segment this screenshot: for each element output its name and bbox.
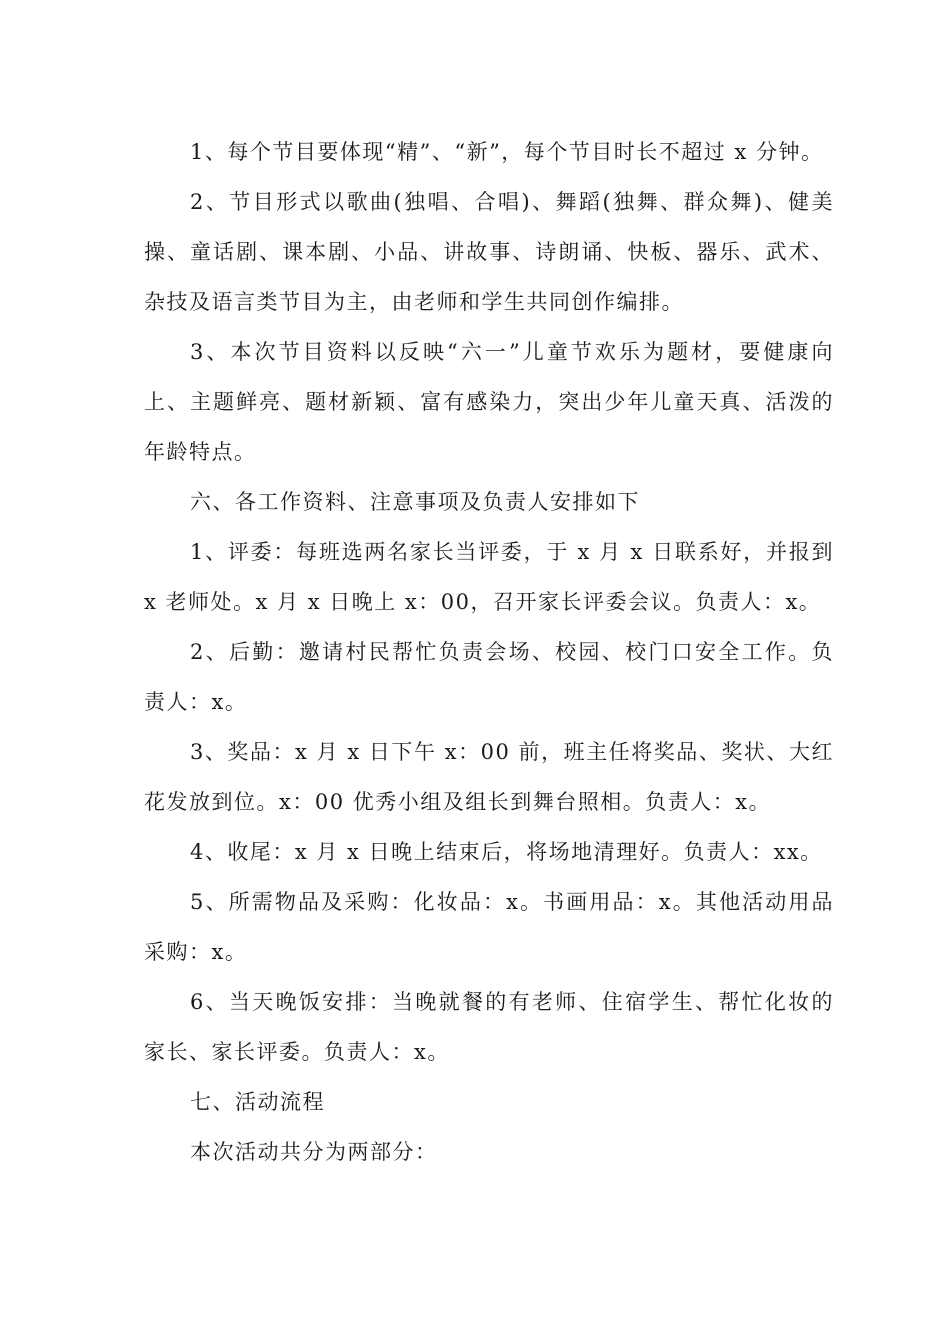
paragraph-judges: 1、评委：每班选两名家长当评委，于 x 月 x 日联系好，并报到 x 老师处。x 月 x 日晚上 x：00，召开家长评委会议。负责人：x。 bbox=[144, 540, 834, 614]
paragraph-logistics: 2、后勤：邀请村民帮忙负责会场、校园、校门口安全工作。负责人：x。 bbox=[144, 640, 834, 714]
paragraph-activity-parts: 本次活动共分为两部分： bbox=[190, 1140, 438, 1164]
section-heading-activity-process: 七、活动流程 bbox=[190, 1090, 325, 1114]
paragraph-cleanup: 4、收尾：x 月 x 日晚上结束后，将场地清理好。负责人：xx。 bbox=[190, 840, 823, 864]
paragraph-dinner: 6、当天晚饭安排：当晚就餐的有老师、住宿学生、帮忙化妆的家长、家长评委。负责人：x。 bbox=[144, 990, 834, 1064]
paragraph-program-forms: 2、节目形式以歌曲(独唱、合唱)、舞蹈(独舞、群众舞)、健美操、童话剧、课本剧、小品、讲故事、诗朗诵、快板、器乐、武术、杂技及语言类节目为主，由老师和学生共同创作编排。 bbox=[144, 190, 834, 314]
section-heading-work-arrangements: 六、各工作资料、注意事项及负责人安排如下 bbox=[190, 490, 640, 514]
document-body bbox=[144, 127, 834, 1177]
paragraph-prizes: 3、奖品：x 月 x 日下午 x：00 前，班主任将奖品、奖状、大红花发放到位。x：00 优秀小组及组长到舞台照相。负责人：x。 bbox=[144, 740, 834, 814]
paragraph-program-requirements: 1、每个节目要体现“精”、“新”，每个节目时长不超过 x 分钟。 bbox=[190, 140, 824, 164]
paragraph-program-theme: 3、本次节目资料以反映“六一”儿童节欢乐为题材，要健康向上、主题鲜亮、题材新颖、富有感染力，突出少年儿童天真、活泼的年龄特点。 bbox=[144, 340, 834, 464]
paragraph-purchasing: 5、所需物品及采购：化妆品：x。书画用品：x。其他活动用品采购：x。 bbox=[144, 890, 834, 964]
